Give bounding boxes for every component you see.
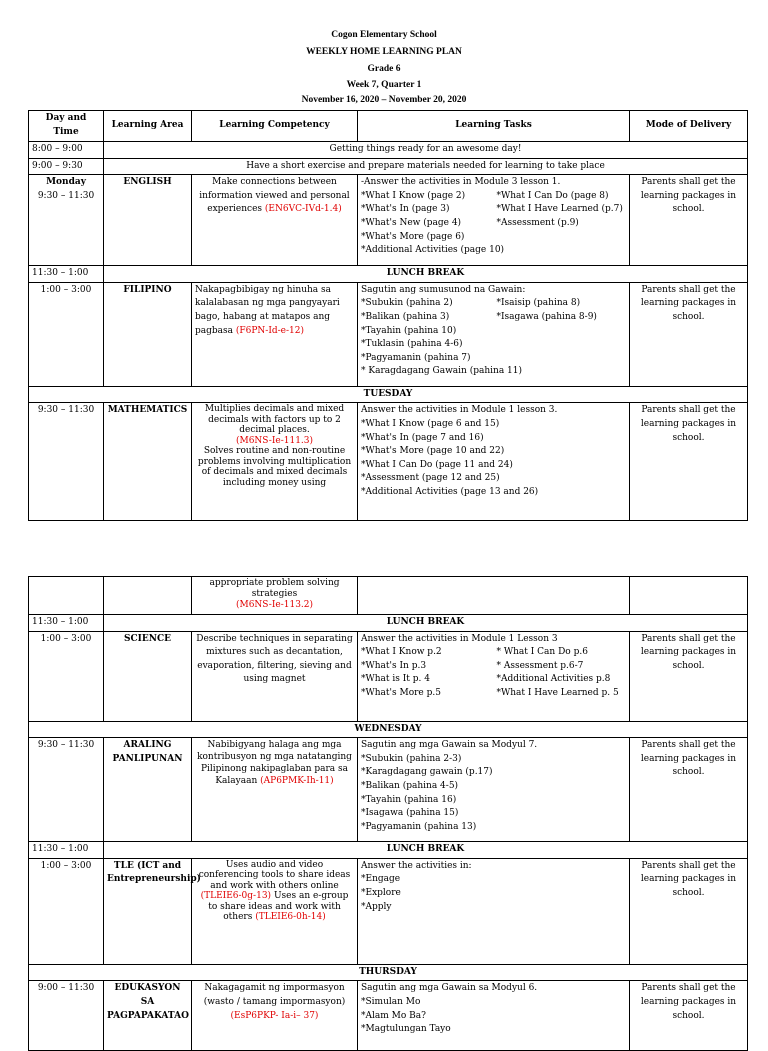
area-cell: EDUKASYON SA PAGPAPAKATAO: [104, 981, 192, 1051]
table-row: [29, 282, 748, 386]
plan-title: WEEKLY HOME LEARNING PLAN: [306, 47, 462, 57]
time-cell: 1:00 – 3:00: [29, 282, 104, 386]
competency-code: (M6NS-Ie-111.3): [235, 435, 314, 446]
table-row: [29, 858, 748, 964]
time-label: 9:30 – 11:30: [37, 190, 95, 201]
tasks-cell: Answer the activities in Module 1 Lesson 3 *What I Know p.2 * What I Can Do p.6 *What's In p.3 * Assessment p.6-7 *What is It p. 4 *Additional Activities p.8 *What's More p.5 *What I Have Learned p. 5: [358, 631, 630, 721]
area-cell: ENGLISH: [104, 175, 192, 266]
day-divider: WEDNESDAY: [29, 721, 748, 738]
table-row: [29, 738, 748, 842]
grade-label: Grade 6: [367, 64, 401, 74]
mode-cell: Parents shall get the learning packages in school.: [630, 738, 748, 842]
table-row: [29, 964, 748, 981]
col-tasks: Learning Tasks: [358, 111, 630, 142]
col-area: Learning Area: [104, 111, 192, 142]
area-cell: FILIPINO: [104, 282, 192, 386]
mode-cell: Parents shall get the learning packages in school.: [630, 282, 748, 386]
mode-cell: Parents shall get the learning packages in school.: [630, 981, 748, 1051]
school-name: Cogon Elementary School: [331, 30, 437, 40]
time-cell: 11:30 – 1:00: [29, 266, 104, 283]
day-divider: THURSDAY: [29, 964, 748, 981]
tasks-cell: Sagutin ang sumusunod na Gawain: *Subukin (pahina 2) *Isaisip (pahina 8) *Balikan (pahina 3) *Isagawa (pahina 8-9) *Tayahin (pahina 10) *Tuklasin (pahina 4-6) *Pagyamanin (pahina 7) * Karagdagang Gawain (pahina 11): [358, 282, 630, 386]
competency-cell: Multiplies decimals and mixed decimals with factors up to 2 decimal places. (M6NS-Ie-111.3) Solves routine and non-routine problems involving multiplication of decimals and mixed decimals including money using: [192, 403, 358, 521]
competency-code: (EsP6PKP- Ia-i– 37): [230, 1010, 319, 1021]
competency-code: (TLEIE6-0g-13): [200, 891, 272, 902]
table-row: [29, 981, 748, 1051]
tasks-cell: Answer the activities in: *Engage *Explore *Apply: [358, 858, 630, 964]
time-cell: 9:30 – 11:30: [29, 403, 104, 521]
activity-cell: Have a short exercise and prepare materials needed for learning to take place: [104, 158, 748, 175]
competency-code: (TLEIE6-0h-14): [255, 912, 326, 923]
plan-table-page-2: [28, 576, 748, 1051]
time-cell: 9:00 – 9:30: [29, 158, 104, 175]
mode-cell: Parents shall get the learning packages in school.: [630, 858, 748, 964]
lunch-break: LUNCH BREAK: [104, 615, 748, 632]
table-row: [29, 266, 748, 283]
table-row: [29, 615, 748, 632]
table-row: [29, 631, 748, 721]
competency-cell: Uses audio and video conferencing tools to share ideas and work with others online (TLEIE6-0g-13) Uses an e-group to share ideas and work with others (TLEIE6-0h-14): [192, 858, 358, 964]
competency-cell: Nakagagamit ng impormasyon (wasto / tamang impormasyon) (EsP6PKP- Ia-i– 37): [192, 981, 358, 1051]
time-cell: 8:00 – 9:00: [29, 142, 104, 159]
table-row: [29, 158, 748, 175]
time-cell: 11:30 – 1:00: [29, 615, 104, 632]
area-cell: MATHEMATICS: [104, 403, 192, 521]
mode-cell: Parents shall get the learning packages in school.: [630, 175, 748, 266]
time-cell: 1:00 – 3:00: [29, 631, 104, 721]
date-range: November 16, 2020 – November 20, 2020: [301, 95, 467, 105]
tasks-cell: -Answer the activities in Module 3 lesson 1. *What I Know (page 2) *What I Can Do (page 8) *What's In (page 3) *What I Have Learned (p.7) *What's New (page 4) *Assessment (p.9) *What's More (page 6) *Additional Activities (page 10): [358, 175, 630, 266]
col-mode: Mode of Delivery: [630, 111, 748, 142]
competency-cell: Describe techniques in separating mixtures such as decantation, evaporation, filtering, sieving and using magnet: [192, 631, 358, 721]
col-competency: Learning Competency: [192, 111, 358, 142]
lunch-break: LUNCH BREAK: [104, 266, 748, 283]
day-label: Monday: [46, 177, 86, 188]
table-row: [29, 577, 748, 615]
time-cell: 9:00 – 11:30: [29, 981, 104, 1051]
table-header-row: [29, 111, 748, 142]
tasks-cell: Sagutin ang mga Gawain sa Modyul 7. *Subukin (pahina 2-3) *Karagdagang gawain (p.17) *Balikan (pahina 4-5) *Tayahin (pahina 16) *Isagawa (pahina 15) *Pagyamanin (pahina 13): [358, 738, 630, 842]
time-cell: 11:30 – 1:00: [29, 842, 104, 859]
competency-code: (AP6PMK-Ih-11): [260, 776, 334, 787]
competency-cell: appropriate problem solving strategies (M6NS-Ie-113.2): [192, 577, 358, 615]
competency-code: (M6NS-Ie-113.2): [235, 600, 314, 610]
mode-cell: Parents shall get the learning packages in school.: [630, 631, 748, 721]
competency-code: (EN6VC-IVd-1.4): [264, 204, 342, 215]
competency-cell: Make connections between information viewed and personal experiences (EN6VC-IVd-1.4): [192, 175, 358, 266]
lunch-break: LUNCH BREAK: [104, 842, 748, 859]
competency-code: (F6PN-Id-e-12): [235, 325, 305, 336]
area-cell: SCIENCE: [104, 631, 192, 721]
time-cell: 1:00 – 3:00: [29, 858, 104, 964]
table-row: [29, 721, 748, 738]
table-row: [29, 403, 748, 521]
table-row: [29, 142, 748, 159]
mode-cell: Parents shall get the learning packages in school.: [630, 403, 748, 521]
plan-table-page-1: [28, 110, 748, 521]
day-divider: TUESDAY: [29, 386, 748, 403]
day-time-cell: [29, 175, 104, 266]
tasks-cell: Sagutin ang mga Gawain sa Modyul 6. *Simulan Mo *Alam Mo Ba? *Magtulungan Tayo: [358, 981, 630, 1051]
table-row: [29, 175, 748, 266]
table-row: [29, 842, 748, 859]
area-cell: ARALING PANLIPUNAN: [104, 738, 192, 842]
table-row: [29, 386, 748, 403]
week-label: Week 7, Quarter 1: [346, 80, 422, 90]
competency-cell: Nabibigyang halaga ang mga kontribusyon ng mga natatanging Pilipinong nakipaglaban para sa Kalayaan (AP6PMK-Ih-11): [192, 738, 358, 842]
tasks-cell: Answer the activities in Module 1 lesson 3. *What I Know (page 6 and 15) *What's In (page 7 and 16) *What's More (page 10 and 22) *What I Can Do (page 11 and 24) *Assessment (page 12 and 25) *Additional Activities (page 13 and 26): [358, 403, 630, 521]
col-day-time: Day and Time: [29, 111, 104, 142]
competency-cell: Nakapagbibigay ng hinuha sa kalalabasan ng mga pangyayari bago, habang at matapos ang pagbasa (F6PN-Id-e-12): [192, 282, 358, 386]
time-cell: 9:30 – 11:30: [29, 738, 104, 842]
activity-cell: Getting things ready for an awesome day!: [104, 142, 748, 159]
area-cell: TLE (ICT and Entrepreneurship): [104, 858, 192, 964]
